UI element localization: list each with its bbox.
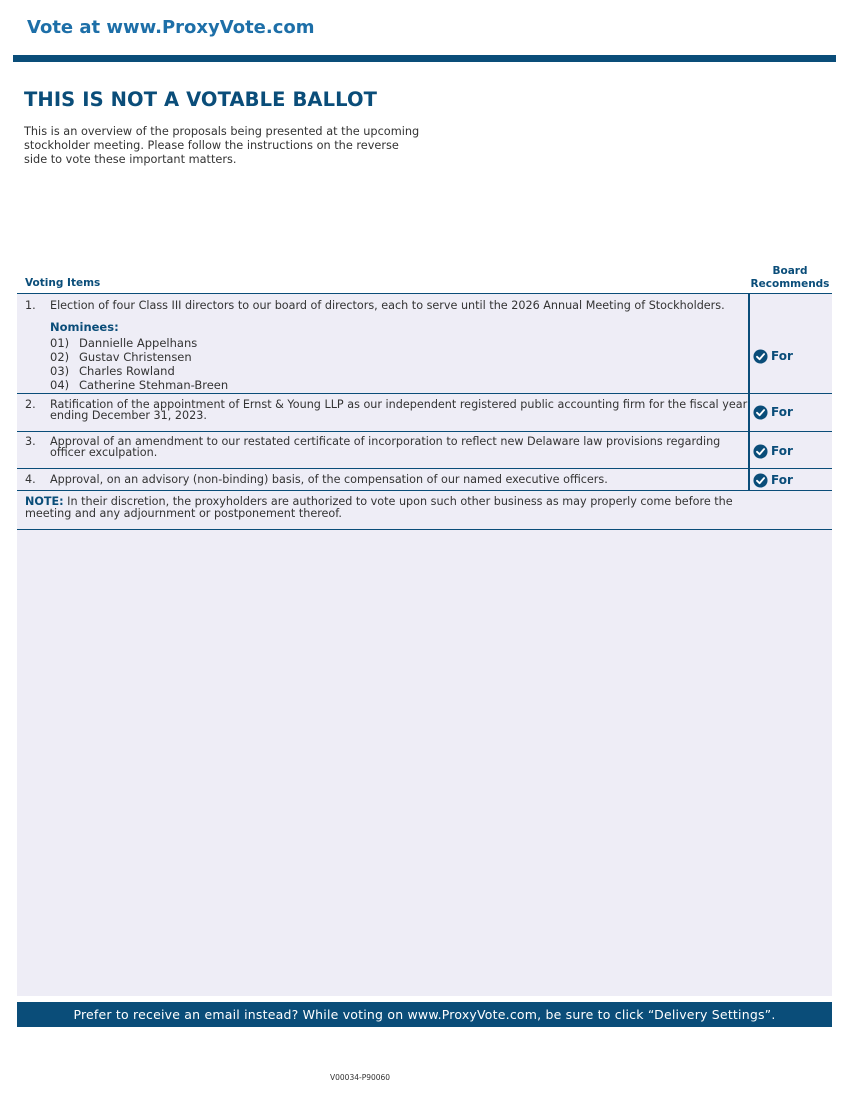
table-rule — [17, 529, 832, 530]
board-recommends-line2: Recommends — [750, 278, 830, 290]
item-number: 2. — [25, 398, 36, 411]
intro-text: This is an overview of the proposals being presented at the upcoming stockholder meeting. Please follow the instructions on the reverse side to vote these important matters. — [24, 125, 420, 166]
recommendation-label: For — [771, 405, 793, 419]
table-rule — [17, 393, 832, 394]
item-number: 4. — [25, 473, 36, 486]
table-rule — [17, 490, 832, 491]
nominee-number: 03) — [50, 364, 70, 378]
email-delivery-text: Prefer to receive an email instead? While voting on www.ProxyVote.com, be sure to click “Delivery Settings”. — [73, 1007, 776, 1022]
nominee-item — [50, 350, 192, 364]
item-text: Ratification of the appointment of Ernst & Young LLP as our independent registered public accounting firm for the fiscal year ending December 31, 2023. — [50, 398, 748, 422]
recommendation-item-2 — [753, 404, 793, 420]
email-delivery-banner — [17, 1002, 832, 1027]
recommendation-label: For — [771, 473, 793, 487]
note-label: NOTE: — [25, 495, 64, 508]
page-title: THIS IS NOT A VOTABLE BALLOT — [24, 88, 378, 111]
check-circle-icon — [753, 349, 768, 364]
nominee-name: Charles Rowland — [79, 364, 175, 378]
board-recommends-heading — [748, 265, 832, 291]
item-text: Approval of an amendment to our restated certificate of incorporation to reflect new Delaware law provisions regarding officer exculpation. — [50, 435, 721, 459]
nominee-item — [50, 364, 175, 378]
item-number: 3. — [25, 435, 36, 448]
recommendation-item-4 — [753, 472, 793, 488]
nominee-name: Gustav Christensen — [79, 350, 192, 364]
table-rule — [17, 293, 832, 294]
nominee-name: Dannielle Appelhans — [79, 336, 198, 350]
note-text: In their discretion, the proxyholders are authorized to vote upon such other business as may properly come before the meeting and any adjournment or postponement thereof. — [25, 495, 733, 520]
check-circle-icon — [753, 444, 768, 459]
nominee-item — [50, 378, 228, 392]
control-code: V00034-P90060 — [330, 1073, 391, 1082]
nominee-name: Catherine Stehman-Breen — [79, 378, 229, 392]
item-text: Approval, on an advisory (non-binding) basis, of the compensation of our named executive officers. — [50, 473, 608, 486]
item-text: Election of four Class III directors to our board of directors, each to serve until the 2026 Annual Meeting of Stockholders. — [50, 299, 725, 312]
table-rule — [17, 431, 832, 432]
board-recommends-line1: Board — [772, 265, 808, 277]
voting-items-heading: Voting Items — [25, 277, 101, 289]
nominee-number: 02) — [50, 350, 70, 364]
check-circle-icon — [753, 473, 768, 488]
proxy-note — [25, 496, 755, 520]
check-circle-icon — [753, 405, 768, 420]
recommendation-label: For — [771, 444, 793, 458]
nominees-label: Nominees: — [50, 320, 119, 334]
proxyvote-link[interactable]: Vote at www.ProxyVote.com — [27, 17, 315, 38]
recommendation-column-divider — [748, 293, 750, 491]
recommendation-item-1 — [753, 348, 793, 364]
nominee-item — [50, 336, 197, 350]
recommendation-label: For — [771, 349, 793, 363]
nominee-number: 01) — [50, 336, 70, 350]
recommendation-item-3 — [753, 443, 793, 459]
item-number: 1. — [25, 299, 36, 312]
nominee-number: 04) — [50, 378, 70, 392]
table-rule — [17, 468, 832, 469]
header-divider — [13, 55, 836, 62]
